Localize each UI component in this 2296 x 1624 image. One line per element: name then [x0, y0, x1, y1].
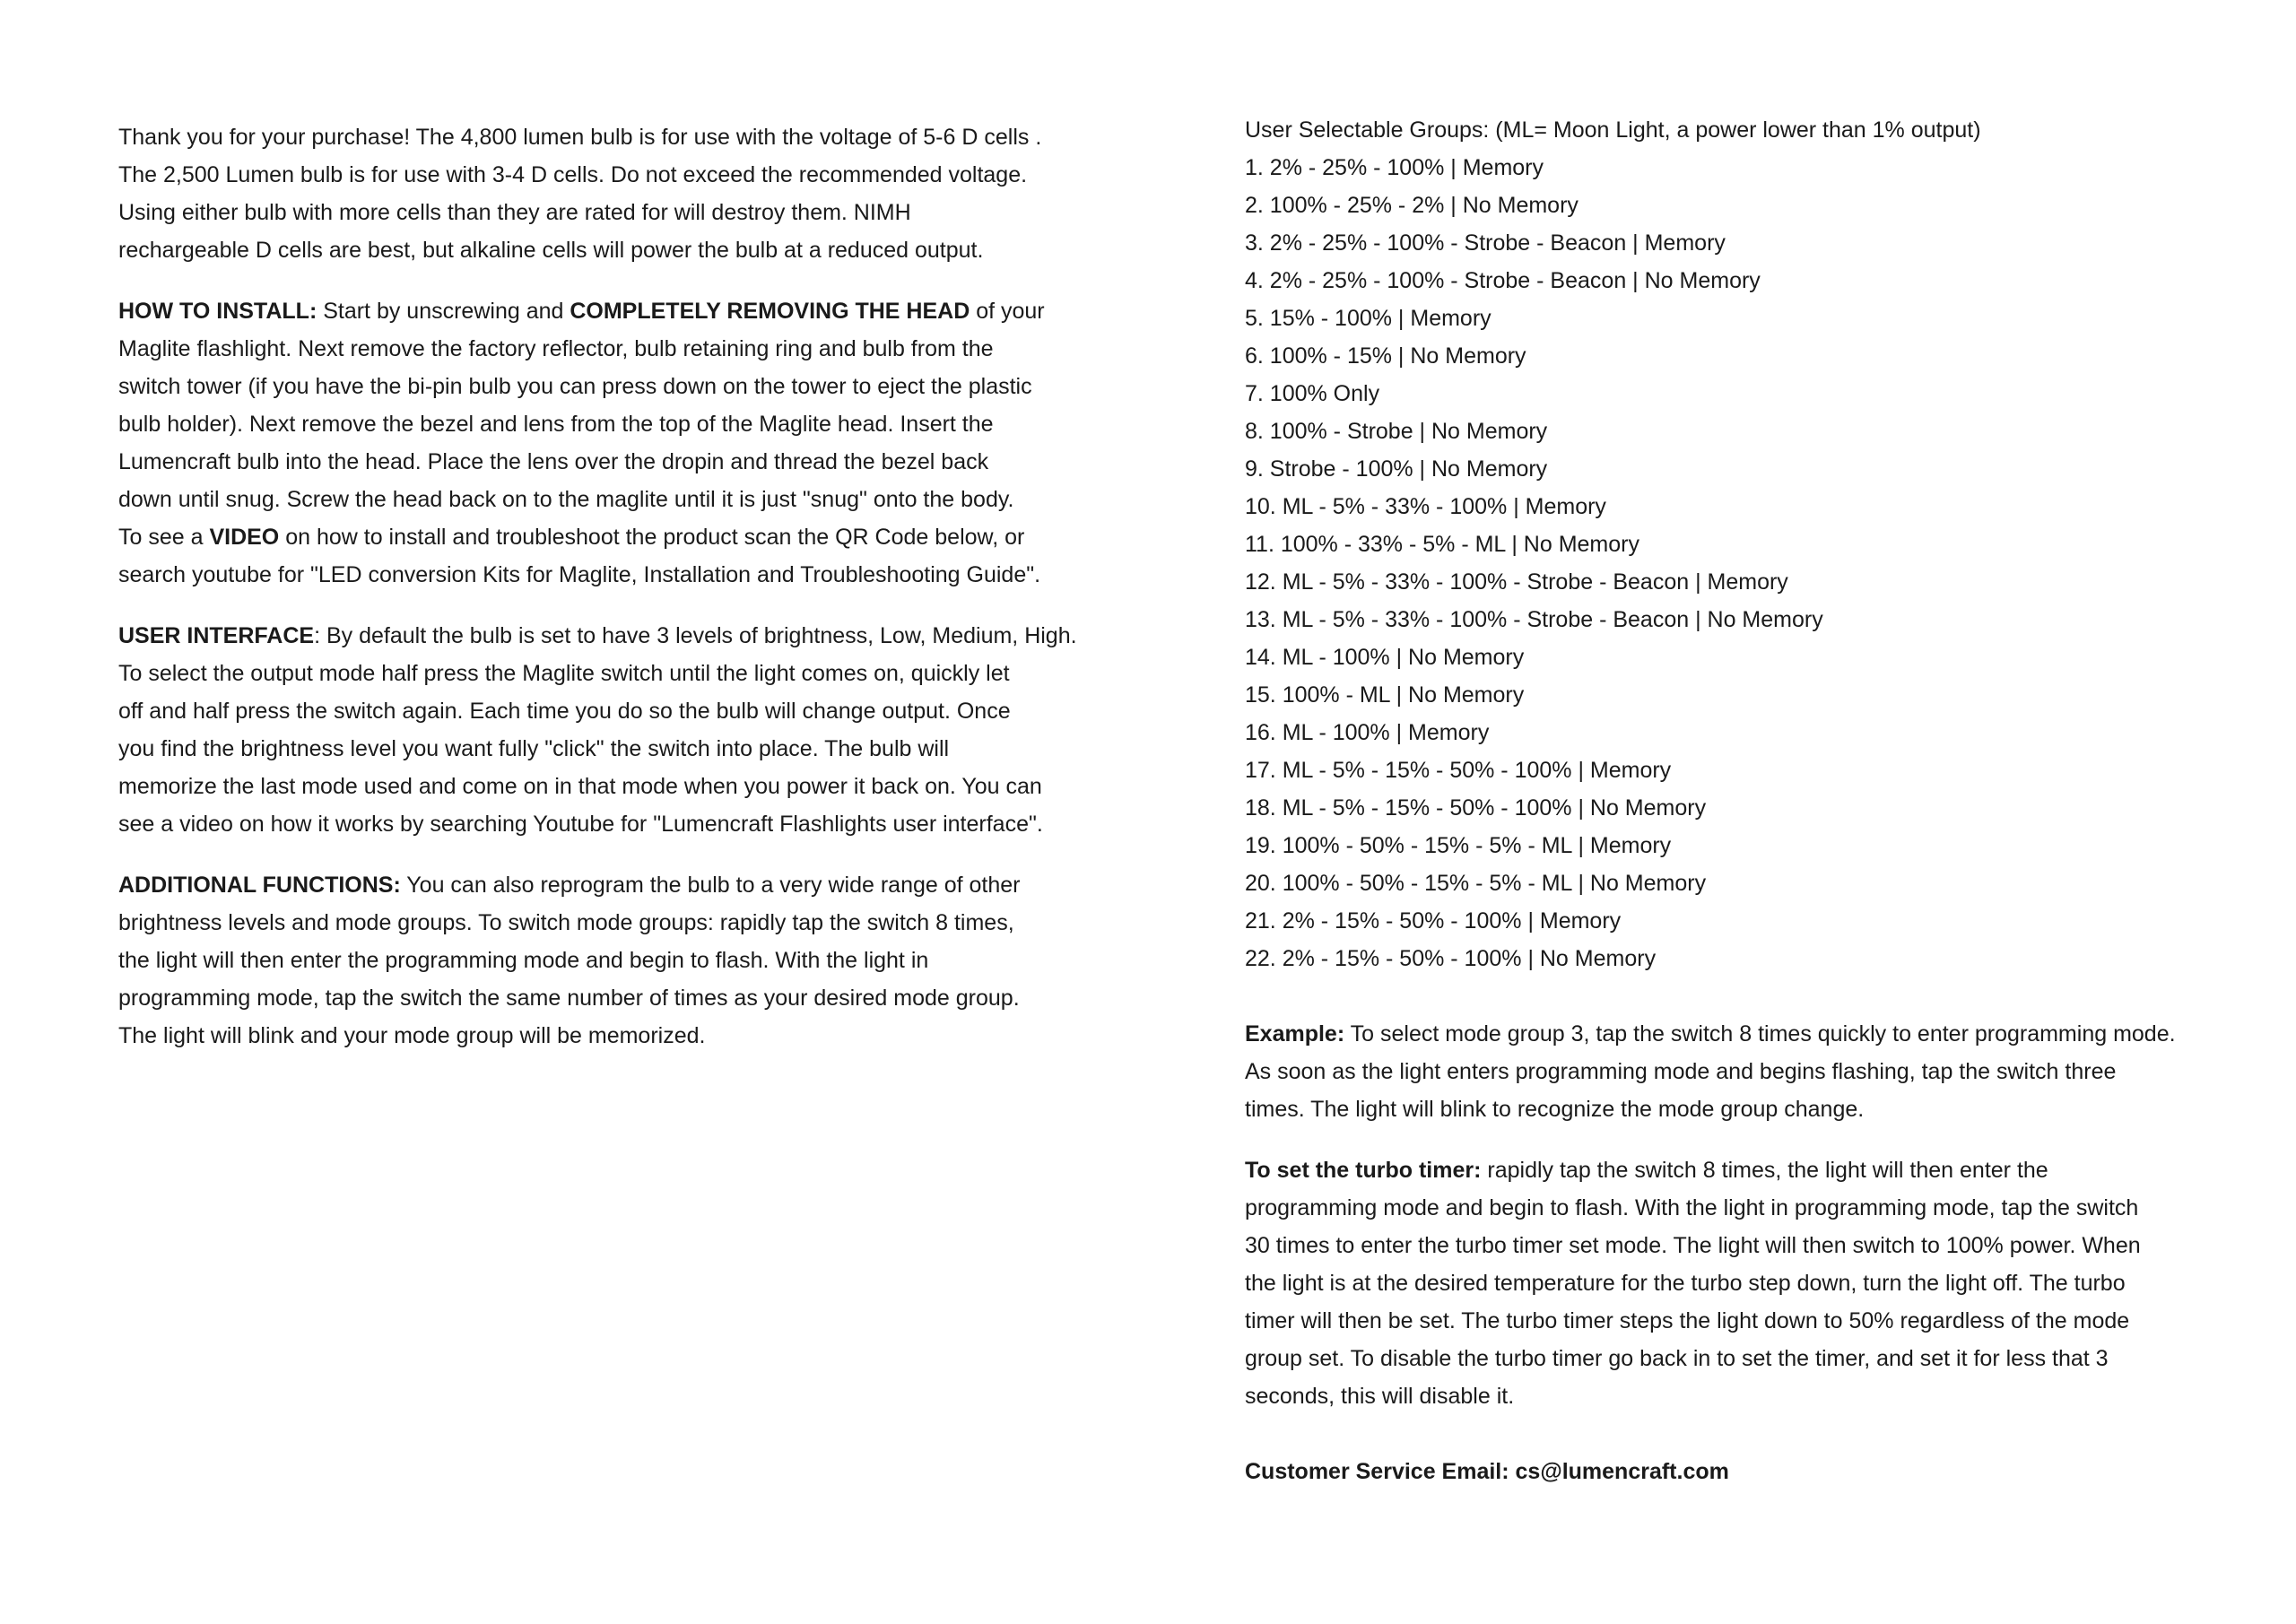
mode-group-item: 8. 100% - Strobe | No Memory — [1245, 419, 1548, 444]
ui-heading: USER INTERFACE — [118, 623, 315, 648]
example-line: times. The light will blink to recognize the mode group change. — [1245, 1097, 1865, 1122]
install-text: Start by unscrewing and — [317, 299, 570, 324]
mode-group-item: 14. ML - 100% | No Memory — [1245, 645, 1525, 670]
additional-line: programming mode, tap the switch the same number of times as your desired mode group. — [118, 986, 1020, 1011]
mode-group-item: 9. Strobe - 100% | No Memory — [1245, 456, 1548, 482]
mode-group-item: 18. ML - 5% - 15% - 50% - 100% | No Memory — [1245, 795, 1707, 821]
additional-line: The light will blink and your mode group will be memorized. — [118, 1023, 706, 1048]
ui-line: you find the brightness level you want fully "click" the switch into place. The bulb will — [118, 736, 950, 761]
mode-group-item: 10. ML - 5% - 33% - 100% | Memory — [1245, 494, 1606, 519]
mode-group-item: 21. 2% - 15% - 50% - 100% | Memory — [1245, 908, 1622, 934]
install-line: down until snug. Screw the head back on to the maglite until it is just "snug" onto the body. — [118, 487, 1014, 512]
mode-group-item: 17. ML - 5% - 15% - 50% - 100% | Memory — [1245, 758, 1672, 783]
spacer — [1245, 1438, 2240, 1453]
turbo-text: rapidly tap the switch 8 times, the light will then enter the — [1481, 1158, 2048, 1183]
turbo-first-line — [1245, 1151, 2240, 1189]
turbo-line: seconds, this will disable it. — [1245, 1384, 1515, 1409]
turbo-heading: To set the turbo timer: — [1245, 1158, 1482, 1183]
turbo-line: timer will then be set. The turbo timer steps the light down to 50% regardless of the mode — [1245, 1308, 2130, 1333]
ui-line: off and half press the switch again. Each time you do so the bulb will change output. Once — [118, 699, 1011, 724]
groups-header: User Selectable Groups: (ML= Moon Light, a power lower than 1% output) — [1245, 117, 1981, 143]
user-interface-paragraph — [118, 617, 1118, 843]
ui-line: see a video on how it works by searching Youtube for "Lumencraft Flashlights user interface". — [118, 812, 1043, 837]
ui-line: To select the output mode half press the Maglite switch until the light comes on, quickly let — [118, 661, 1010, 686]
intro-line: Thank you for your purchase! The 4,800 lumen bulb is for use with the voltage of 5-6 D cells . — [118, 125, 1042, 150]
mode-group-item: 15. 100% - ML | No Memory — [1245, 682, 1525, 708]
mode-group-item: 2. 100% - 25% - 2% | No Memory — [1245, 193, 1578, 218]
intro-line: rechargeable D cells are best, but alkaline cells will power the bulb at a reduced output. — [118, 238, 984, 263]
intro-line: Using either bulb with more cells than they are rated for will destroy them. NIMH — [118, 200, 911, 225]
turbo-line: 30 times to enter the turbo timer set mode. The light will then switch to 100% power. When — [1245, 1233, 2141, 1258]
example-heading: Example: — [1245, 1021, 1345, 1046]
mode-group-item: 5. 15% - 100% | Memory — [1245, 306, 1492, 331]
example-line: As soon as the light enters programming mode and begins flashing, tap the switch three — [1245, 1059, 2117, 1084]
install-line: switch tower (if you have the bi-pin bulb you can press down on the tower to eject the plastic — [118, 374, 1032, 399]
intro-line: The 2,500 Lumen bulb is for use with 3-4 D cells. Do not exceed the recommended voltage. — [118, 162, 1028, 187]
additional-first-line — [118, 866, 1118, 904]
mode-group-item: 4. 2% - 25% - 100% - Strobe - Beacon | No Memory — [1245, 268, 1761, 293]
example-first-line — [1245, 1015, 2240, 1053]
ui-first-line — [118, 617, 1118, 655]
additional-text: You can also reprogram the bulb to a very wide range of other — [400, 873, 1021, 898]
mode-groups-list — [1245, 149, 2240, 977]
customer-service-label: Customer Service Email: — [1245, 1459, 1516, 1484]
additional-line: brightness levels and mode groups. To switch mode groups: rapidly tap the switch 8 times, — [118, 910, 1014, 935]
turbo-line: programming mode and begin to flash. With the light in programming mode, tap the switch — [1245, 1195, 2139, 1220]
install-line: bulb holder). Next remove the bezel and lens from the top of the Maglite head. Insert the — [118, 412, 994, 437]
ui-text: : By default the bulb is set to have 3 levels of brightness, Low, Medium, High. — [314, 623, 1077, 648]
install-video-line — [118, 518, 1118, 556]
install-emphasis: COMPLETELY REMOVING THE HEAD — [570, 299, 970, 324]
mode-group-item: 22. 2% - 15% - 50% - 100% | No Memory — [1245, 946, 1657, 971]
turbo-line: the light is at the desired temperature for the turbo step down, turn the light off. The turbo — [1245, 1271, 2126, 1296]
additional-line: the light will then enter the programming mode and begin to flash. With the light in — [118, 948, 929, 973]
mode-group-item: 19. 100% - 50% - 15% - 5% - ML | Memory — [1245, 833, 1672, 858]
install-line: Maglite flashlight. Next remove the factory reflector, bulb retaining ring and bulb from the — [118, 336, 994, 361]
mode-group-item: 6. 100% - 15% | No Memory — [1245, 343, 1526, 369]
spacer — [1245, 977, 2240, 1015]
turbo-timer-paragraph — [1245, 1151, 2240, 1415]
additional-heading: ADDITIONAL FUNCTIONS: — [118, 873, 401, 898]
customer-service-email: cs@lumencraft.com — [1515, 1459, 1729, 1484]
mode-group-item: 12. ML - 5% - 33% - 100% - Strobe - Beacon | Memory — [1245, 569, 1788, 595]
install-first-line — [118, 292, 1118, 330]
install-text: of your — [970, 299, 1045, 324]
install-text: on how to install and troubleshoot the product scan the QR Code below, or — [279, 525, 1025, 550]
install-text: To see a — [118, 525, 210, 550]
example-text: To select mode group 3, tap the switch 8 times quickly to enter programming mode. — [1344, 1021, 2176, 1046]
mode-group-item: 16. ML - 100% | Memory — [1245, 720, 1490, 745]
video-emphasis: VIDEO — [209, 525, 280, 550]
customer-service-line — [1245, 1453, 2240, 1490]
install-line: search youtube for "LED conversion Kits for Maglite, Installation and Troubleshooting Guide". — [118, 562, 1041, 587]
install-paragraph — [118, 292, 1118, 594]
mode-group-item: 20. 100% - 50% - 15% - 5% - ML | No Memory — [1245, 871, 1707, 896]
mode-group-item: 7. 100% Only — [1245, 381, 1380, 406]
mode-group-item: 11. 100% - 33% - 5% - ML | No Memory — [1245, 532, 1639, 557]
right-column — [1245, 111, 2240, 1490]
mode-group-item: 13. ML - 5% - 33% - 100% - Strobe - Beacon | No Memory — [1245, 607, 1823, 632]
turbo-line: group set. To disable the turbo timer go back in to set the timer, and set it for less that 3 — [1245, 1346, 2109, 1371]
additional-functions-paragraph — [118, 866, 1118, 1055]
mode-group-item: 3. 2% - 25% - 100% - Strobe - Beacon | Memory — [1245, 230, 1726, 256]
install-heading: HOW TO INSTALL: — [118, 299, 317, 324]
left-column — [118, 118, 1118, 1078]
intro-paragraph — [118, 118, 1118, 269]
mode-group-item: 1. 2% - 25% - 100% | Memory — [1245, 155, 1544, 180]
example-paragraph — [1245, 1015, 2240, 1128]
install-line: Lumencraft bulb into the head. Place the lens over the dropin and thread the bezel back — [118, 449, 989, 474]
ui-line: memorize the last mode used and come on in that mode when you power it back on. You can — [118, 774, 1042, 799]
